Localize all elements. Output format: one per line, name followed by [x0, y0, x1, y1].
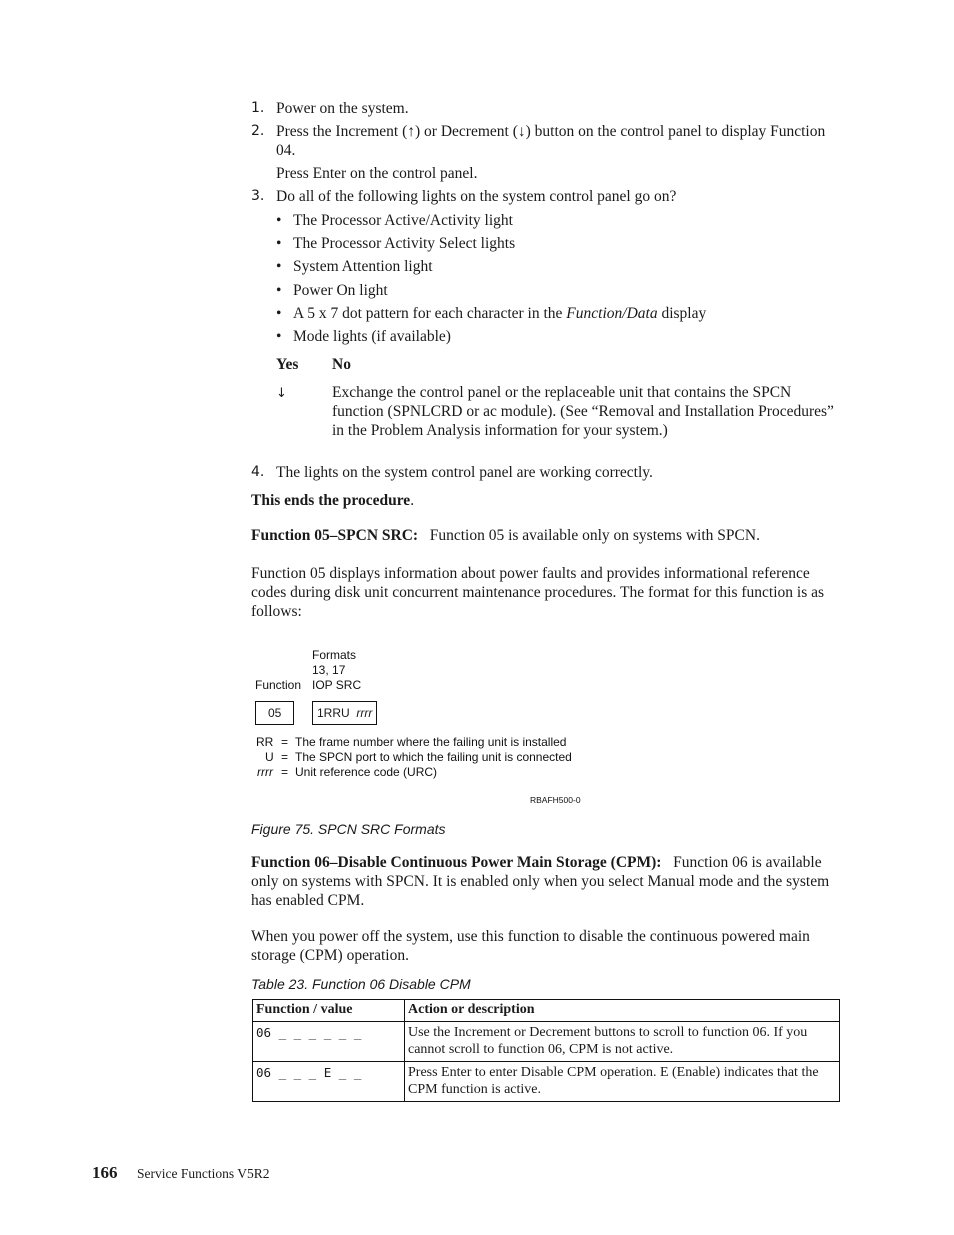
table-header: Action or description — [405, 1000, 840, 1022]
step-text: Press the Increment (↑) or Decrement (↓) button on the control panel to display Function 04. — [276, 123, 826, 159]
bullet-icon: • — [276, 258, 282, 275]
bullet-item: A 5 x 7 dot pattern for each character in the Function/Data display — [293, 305, 707, 322]
iop-src-box: 1RRU rrrr — [312, 701, 377, 725]
iop-src-label: IOP SRC — [312, 678, 362, 692]
step-text: Do all of the following lights on the system control panel go on? — [276, 188, 677, 205]
step-number: 2. — [251, 123, 265, 139]
step-text-extra: Press Enter on the control panel. — [276, 165, 478, 182]
legend-value: The frame number where the failing unit is installed — [295, 735, 567, 749]
bullet-icon: • — [276, 212, 282, 229]
step-text: Power on the system. — [276, 100, 409, 117]
legend-key: RR — [256, 735, 274, 749]
table-cell-description: Press Enter to enter Disable CPM operation. E (Enable) indicates that the CPM function is active. — [405, 1062, 840, 1102]
step-number: 4. — [251, 464, 265, 480]
bullet-item: The Processor Activity Select lights — [293, 235, 516, 252]
figure-caption: Figure 75. SPCN SRC Formats — [251, 821, 446, 837]
table-header: Function / value — [253, 1000, 405, 1022]
bullet-icon: • — [276, 282, 282, 299]
procedure-end: This ends the procedure. — [251, 492, 415, 509]
no-action-text: Exchange the control panel or the replaceable unit that contains the SPCN function (SPNLCRD or ac module). (See “Removal and Installation Procedures” in the Problem Analysis information for your system.) — [332, 384, 834, 439]
function-06-heading: Function 06–Disable Continuous Power Main Storage (CPM): Function 06 is available only on systems with SPCN. It is enabled only when you select Manual mode and the system has enabled CPM. — [251, 854, 830, 909]
function-06-table — [252, 999, 840, 1102]
legend-key: rrrr — [257, 765, 273, 779]
bullet-item: Power On light — [293, 282, 388, 299]
page-number: 166 — [92, 1163, 118, 1182]
legend-equals: = — [281, 735, 289, 749]
formats-numbers: 13, 17 — [312, 663, 346, 677]
table-header-row — [253, 1000, 840, 1022]
legend-value: The SPCN port to which the failing unit is connected — [295, 750, 572, 764]
legend-value: Unit reference code (URC) — [295, 765, 438, 779]
table-cell-value: 06 _ _ _ E _ _ — [253, 1062, 405, 1102]
step-number: 1. — [251, 100, 265, 116]
function-06-paragraph: When you power off the system, use this function to disable the continuous powered main storage (CPM) operation. — [251, 928, 810, 964]
down-arrow-icon: ↓ — [276, 386, 287, 401]
step-text: The lights on the system control panel are working correctly. — [276, 464, 653, 481]
table-row — [253, 1022, 840, 1062]
formats-label: Formats — [312, 648, 357, 662]
bullet-item: System Attention light — [293, 258, 433, 275]
function-label: Function — [255, 678, 302, 692]
function-05-paragraph: Function 05 displays information about power faults and provides informational reference codes during disk unit concurrent maintenance procedures. The format for this function is as follows: — [251, 565, 825, 620]
bullet-icon: • — [276, 305, 282, 322]
legend-equals: = — [281, 750, 289, 764]
table-cell-description: Use the Increment or Decrement buttons to scroll to function 06. If you cannot scroll to function 06, CPM is not active. — [405, 1022, 840, 1062]
figure-reference: RBAFH500-0 — [530, 795, 581, 805]
function-box: 05 — [255, 701, 294, 725]
footer-title: Service Functions V5R2 — [137, 1166, 270, 1181]
step-number: 3. — [251, 188, 265, 204]
bullet-icon: • — [276, 235, 282, 252]
bullet-icon: • — [276, 328, 282, 345]
no-label: No — [332, 356, 351, 373]
function-05-heading: Function 05–SPCN SRC: Function 05 is available only on systems with SPCN. — [251, 527, 760, 544]
legend-equals: = — [281, 765, 289, 779]
table-caption: Table 23. Function 06 Disable CPM — [251, 976, 471, 992]
legend-key: U — [265, 750, 274, 764]
yes-label: Yes — [276, 356, 299, 373]
table-cell-value: 06 _ _ _ _ _ _ — [253, 1022, 405, 1062]
bullet-item: Mode lights (if available) — [293, 328, 451, 345]
bullet-item: The Processor Active/Activity light — [293, 212, 513, 229]
table-row — [253, 1062, 840, 1102]
